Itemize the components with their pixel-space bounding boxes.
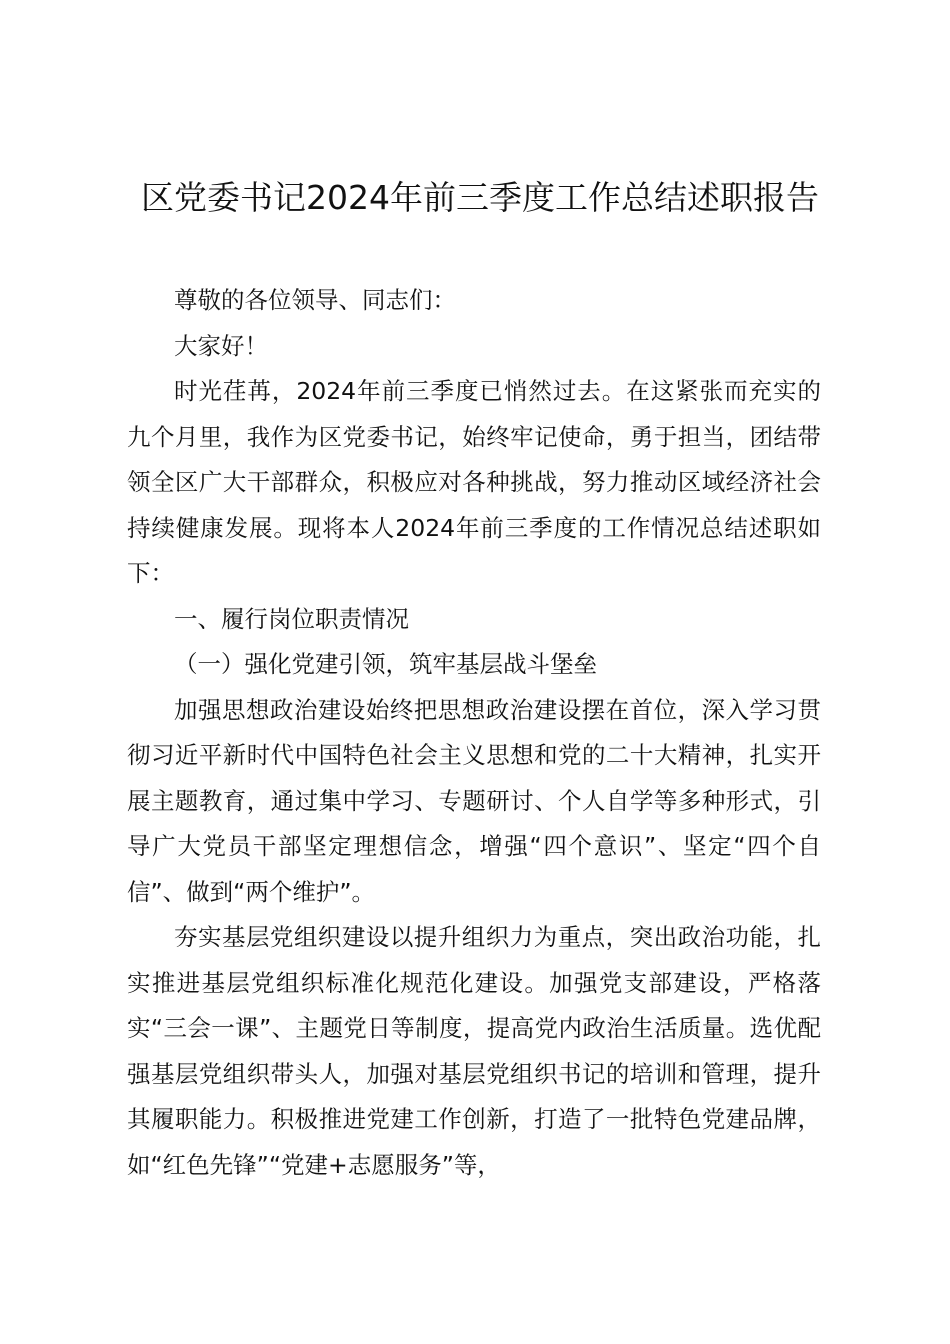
intro-paragraph: 时光荏苒，2024年前三季度已悄然过去。在这紧张而充实的九个月里，我作为区党委书记，始终牢记使命，勇于担当，团结带领全区广大干部群众，积极应对各种挑战，努力推动区域经济社会持续健康发展。现将本人2024年前三季度的工作情况总结述职如下：	[127, 377, 821, 587]
section-heading: 一、履行岗位职责情况	[174, 604, 409, 633]
body-paragraph: 加强思想政治建设始终把思想政治建设摆在首位，深入学习贯彻习近平新时代中国特色社会主义思想和党的二十大精神，扎实开展主题教育，通过集中学习、专题研讨、个人自学等多种形式，引导广大党员干部坚定理想信念，增强“四个意识”、坚定“四个自信”、做到“两个维护”。	[127, 695, 821, 906]
salutation: 尊敬的各位领导、同志们：	[174, 286, 456, 314]
body-paragraph: 夯实基层党组织建设以提升组织力为重点，突出政治功能，扎实推进基层党组织标准化规范化建设。加强党支部建设，严格落实“三会一课”、主题党日等制度，提高党内政治生活质量。选优配强基层党组织带头人，加强对基层党组织书记的培训和管理，提升其履职能力。积极推进党建工作创新，打造了一批特色党建品牌，如“红色先锋”“党建+志愿服务”等，	[127, 923, 821, 1179]
document-body	[127, 278, 821, 1188]
greeting: 大家好！	[174, 331, 268, 360]
document-title: 区党委书记2024年前三季度工作总结述职报告	[141, 178, 819, 217]
subsection-heading: （一）强化党建引领，筑牢基层战斗堡垒	[174, 650, 597, 678]
